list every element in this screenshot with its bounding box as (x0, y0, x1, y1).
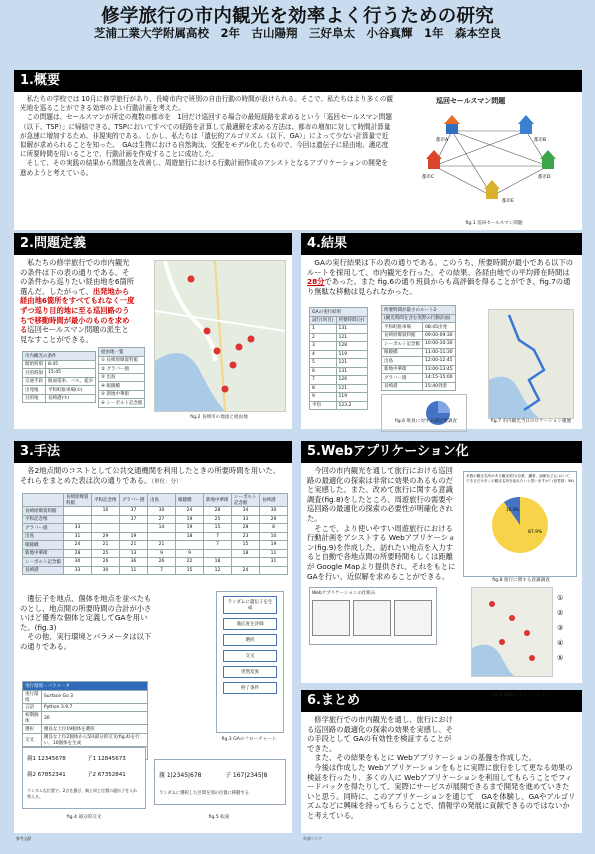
route-cell: 09:00-09:30 (423, 331, 456, 340)
route-cell: シーボルト記念館 (382, 340, 423, 349)
cost-cell: 26 (92, 558, 120, 567)
route-table (381, 305, 456, 391)
overview-heading: 1.概要 (14, 70, 582, 92)
flow-step: 選択 (223, 634, 277, 646)
flow-step: ランダムに遺伝子を生成 (223, 596, 277, 614)
cost-cell: 9 (176, 549, 204, 558)
cost-cell: 24 (176, 507, 204, 516)
flow-step: 交叉 (223, 650, 277, 662)
cost-col-header: 平和記念像 (92, 494, 120, 507)
fig8-caption: fig.8 旅行に関する意識調査 (492, 578, 550, 583)
flow-step: 突然変異 (223, 666, 277, 678)
summary-panel (301, 690, 582, 833)
env-value: 30 (41, 712, 147, 725)
ga-cell: 5 (310, 359, 337, 368)
ga-cell: 123.2 (336, 401, 367, 410)
city-label: 都市A (436, 138, 449, 143)
pie-label: 87.9% (528, 530, 543, 536)
cost-cell: 29 (92, 532, 120, 541)
cost-cell: 29 (260, 515, 288, 524)
cost-row-header: 出島 (23, 532, 64, 541)
survey-question: 多数の観光名所がある観光旅行(京都、鎌倉、函館など)において、できるだけ多くの観光名所を訪れたいと思いますか？(回答数：58) (466, 474, 575, 483)
references-right-title: 外部リンク (303, 836, 322, 841)
app-block (312, 600, 350, 636)
map-graphic (155, 261, 285, 411)
webapp-paragraph-1: 今回の市内観光を通して旅行における巡回路の最適化の探索は非常に効果のあるものだと実感した。また、改めて旅行に関する意識調査(fig.8)をしたところ、周遊旅行の需要や巡回路の最適化の探索の必要性が明確化された。 (307, 466, 453, 523)
cost-row (23, 541, 288, 550)
cost-cell: 28 (64, 549, 92, 558)
cost-row (23, 515, 288, 524)
cost-cell: 23 (232, 532, 260, 541)
method-heading: 3.手法 (14, 441, 292, 463)
cost-row-header: 平和記念像 (23, 515, 64, 524)
cost-cell (260, 566, 288, 575)
vias-table (98, 347, 145, 408)
nagasaki-map (154, 260, 286, 412)
cost-col-header: 新地中華街 (204, 494, 232, 507)
via-item: ③ 出島 (99, 373, 145, 382)
route-cell: 新地中華街 (382, 365, 423, 374)
city-c-house (426, 150, 442, 169)
overview-paragraph-3: そして、その実践の結果から問題点を改善し、周遊旅行における行動計画作成のアシストとなるアプリケーションの開発を進めようと考えている。 (20, 159, 388, 177)
cost-cell: 10 (260, 532, 288, 541)
webapp-pin (524, 630, 530, 636)
cross-note: ランダムな位置で、2点を選び、親と同じ位置の遺伝子を入れ替える。 (27, 788, 138, 799)
trans-child: 子 167|2345|8 (225, 772, 268, 779)
ga-results-title: GAの実行結果 (310, 308, 368, 317)
cost-col-header: 長崎原爆資料館 (64, 494, 92, 507)
webapp-pin (489, 601, 495, 607)
cost-cell: 19 (120, 532, 148, 541)
ga-cell: 131 (336, 325, 367, 334)
cost-cell: 13 (120, 549, 148, 558)
webapp-markers (557, 591, 563, 666)
city-label: 都市D (538, 175, 551, 180)
cost-cell: 36 (120, 558, 148, 567)
webapp-map-graphic (472, 588, 552, 676)
city-label: 都市E (502, 199, 514, 204)
webapp-paragraph-2: そこで、より使いやすい周遊旅行における行動計画をアシストする Webアプリケーション(fig.9)を作成した。訪れたい地点を入力すると自動で各地点間の所要時間もしくは距離が Google Mapより提供され、それをもとに GAを行い、近似解を求めることができる。 (307, 523, 456, 581)
ga-cell: 4 (310, 350, 337, 359)
webapp-heading: 5.Webアプリケーション化 (301, 441, 582, 463)
cost-cell: 28 (204, 507, 232, 516)
webapp-panel (301, 441, 582, 683)
map-pin (222, 386, 229, 393)
cost-row-header: グラバー園 (23, 524, 64, 533)
results-heading: 4.結果 (301, 233, 582, 255)
ga-cell: 121 (336, 359, 367, 368)
cost-table-wrap (22, 493, 288, 575)
env-key: 初期個体 (23, 712, 42, 725)
cross-child-2: 子2 67352841 (87, 772, 126, 778)
cost-cell: 37 (120, 515, 148, 524)
tsp-diagram (416, 96, 572, 214)
crossover-figure (22, 747, 146, 809)
cond-key: 目的地 (23, 394, 46, 403)
cost-cell: 30 (92, 566, 120, 575)
cost-row-header: 眼鏡橋 (23, 541, 64, 550)
route-cell: 15:40到着 (423, 382, 456, 391)
city-label: 都市B (534, 138, 547, 143)
ga-cell: 6 (310, 367, 337, 376)
satisfaction-chart (381, 394, 467, 432)
cost-cell: 31 (260, 558, 288, 567)
route-cell: 出島 (382, 357, 423, 366)
ga-text-2: その他、実行環境とパラメータは以下の通りである。 (20, 632, 152, 651)
fig5-caption: fig.5 転座 (208, 815, 230, 820)
cond-key: 交通手段 (23, 377, 46, 386)
ga-cell: 119 (336, 350, 367, 359)
cost-cell (148, 532, 176, 541)
city-label: 都市C (422, 175, 435, 180)
problem-heading: 2.問題定義 (14, 233, 292, 255)
poster-authors: 芝浦工業大学附属高校 2年 古山陽翔 三好阜太 小谷真輝 1年 森本空良 (94, 26, 501, 40)
cross-child-1: 子1 12845673 (87, 756, 126, 762)
tsp-graph (416, 106, 572, 216)
via-item: ④ 眼鏡橋 (99, 382, 145, 391)
cost-cell: 21 (92, 541, 120, 550)
marker-label: ③ (557, 624, 564, 632)
via-item: ① 長崎原爆資料館 (99, 356, 145, 365)
cost-cell: 21 (148, 541, 176, 550)
route-cell: 長崎原爆資料館 (382, 331, 423, 340)
cost-row-header: 長崎原爆資料館 (23, 507, 64, 516)
cost-cell: 18 (176, 532, 204, 541)
route-title: 所要時間が最小のルート2 (382, 306, 456, 315)
trans-note: ランダムに選択した区間を別の位置に移動する (159, 791, 250, 796)
env-value: 優良な上位2個体から5回部分的交叉(fig.4)を行い、10個体を生成 (41, 733, 147, 746)
cost-cell (64, 507, 92, 516)
fig2-caption: fig.2 長崎市の地図と経由地 (190, 415, 248, 420)
ga-cell: 128 (336, 342, 367, 351)
cost-col-header: 出島 (148, 494, 176, 507)
fig1-caption: fig.1 巡回セールスマン問題 (465, 221, 523, 226)
env-value: 優良な上位19個体を選択 (41, 725, 147, 734)
cost-row-header: シーボルト記念館 (23, 558, 64, 567)
cost-cell: 31 (64, 532, 92, 541)
cond-value: 平和町駐車場(①) (46, 386, 96, 395)
webapp-map (471, 587, 553, 677)
ga-cell: 131 (336, 367, 367, 376)
cost-cell: 19 (176, 524, 204, 533)
ga-col: 所要時間(分) (336, 316, 367, 325)
flowchart (216, 591, 284, 733)
route-subtitle: (観光時間を含む実際の行動計画) (382, 314, 456, 323)
cost-cell: 28 (232, 524, 260, 533)
ga-results-table (309, 307, 368, 410)
overview-paragraph-2: この問題は、セールスマンが所定の複数の都市を 1回だけ巡回する場合の最短経路を求めるという「巡回セールスマン問題（以下、TSP）」に帰結できる。TSPにおいてすべての経路を計算して最適解を求める方法は、都市の増加に対して時間計算量が急速に増加するため、非現実的である。しかし、私たちは「遺伝的アルゴリズム（以下、GA）」によって少ない計算量で近似解が求められることを知った。 GAは生物における自然淘汰、交配をモデル化したもので、今回は遺伝子に経由地、適応度に所要時間を用いることで、行動計画を作成することに成功した。 (20, 113, 392, 159)
map-pin (204, 328, 211, 335)
location-history-map (488, 309, 574, 419)
ga-cell: 7 (310, 376, 337, 385)
route-cell: 11:00-11:30 (423, 348, 456, 357)
cost-cell: 7 (204, 532, 232, 541)
results-text-emphasis: 28分 (307, 277, 325, 287)
ga-cell: 9 (310, 393, 337, 402)
cost-cell: 9 (148, 549, 176, 558)
references-left-title: 参考文献 (16, 836, 32, 841)
cost-table (22, 493, 288, 575)
problem-text-post: 巡回セールスマン問題の派生と見なすことができる。 (20, 325, 129, 344)
cost-cell: 7 (204, 541, 232, 550)
cost-col-header: シーボルト記念館 (232, 494, 260, 507)
ga-cell: 2 (310, 333, 337, 342)
cost-cell: 15 (204, 524, 232, 533)
cost-cell: 24 (232, 566, 260, 575)
ga-text-1: 遺伝子を地点、個体を地点を並べたものとし、地点間の所要時間の合計が小さいほど優秀な個体と定義してGAを用いた。(fig.3) (20, 594, 152, 632)
cost-cell: 18 (204, 558, 232, 567)
cost-cell (64, 515, 92, 524)
route-cell: 12:00-12:45 (423, 357, 456, 366)
poster-title: 修学旅行の市内観光を効率よく行うための研究 (101, 6, 494, 27)
cond-key: 目的時刻 (23, 369, 46, 378)
cost-row (23, 558, 288, 567)
fig3-caption: fig.3 GAのフローチャート (221, 737, 277, 742)
results-text-pre: GAの実行結果は下の表の通りである。このうち、所要時間が最小である以下のルートを採用して、市内観光を行った。その結果、各経由地での平均滞在時間は (307, 258, 574, 277)
vias-table-wrap (98, 347, 145, 408)
flow-step: 適応度を評価 (223, 618, 277, 630)
route-cell: 10:00-10:30 (423, 340, 456, 349)
fig4-caption: fig.4 部分的交叉 (66, 815, 102, 820)
method-unit: （単位：分） (151, 478, 182, 485)
summary-paragraph-2: また、その結果をもとに Webアプリケーションの基盤を作成した。 (307, 753, 537, 763)
cost-cell: 19 (260, 541, 288, 550)
marker-label: ④ (557, 639, 564, 647)
cost-cell (176, 541, 204, 550)
cost-cell: 37 (120, 507, 148, 516)
cost-cell: 19 (176, 515, 204, 524)
references-right (303, 836, 573, 841)
satisfaction-pie (382, 395, 466, 431)
ga-cell: 121 (336, 384, 367, 393)
via-item: ⑤ 新地中華街 (99, 390, 145, 399)
cost-corner (23, 494, 64, 507)
app-block (394, 600, 432, 636)
method-panel (14, 441, 292, 833)
fig7-caption: fig.7 市内観光当日のロケーション履歴 (490, 419, 572, 424)
ga-results-wrap (309, 307, 368, 410)
cost-cell: 8 (260, 524, 288, 533)
problem-text-pre: 私たちの修学旅行での市内観光の条件は下の表の通りである。その条件から巡りたい経由地を6箇所選んだ。したがって、 (20, 258, 135, 296)
ga-cell: 3 (310, 342, 337, 351)
cost-cell: 27 (148, 515, 176, 524)
cost-cell: 30 (260, 507, 288, 516)
cost-cell: 18 (232, 549, 260, 558)
cost-row (23, 507, 288, 516)
ga-cell: 1 (310, 325, 337, 334)
cost-cell: 33 (64, 566, 92, 575)
map-pin (236, 344, 243, 351)
tsp-diagram-title: 巡回セールスマン問題 (436, 97, 506, 105)
ga-cell: 121 (336, 333, 367, 342)
cost-cell (204, 549, 232, 558)
city-b-house (518, 115, 534, 134)
summary-paragraph-1: 修学旅行での市内観光を通し、旅行における巡回路の最適化の探索の効果を実感し、その手段として GAの有効性を検証することができた。 (307, 715, 453, 753)
cond-value: 8:45 (46, 360, 96, 369)
conditions-title: 市内観光の条件 (23, 352, 96, 361)
conditions-table (22, 351, 96, 403)
cost-row-header: 新地中華街 (23, 549, 64, 558)
cost-cell: 30 (64, 558, 92, 567)
problem-panel (14, 233, 292, 429)
app-block (353, 600, 391, 636)
cost-cell: 11 (120, 566, 148, 575)
env-key: 交叉 (23, 733, 42, 746)
cost-cell: 15 (232, 541, 260, 550)
cost-cell: 21 (120, 541, 148, 550)
cost-cell: 25 (204, 515, 232, 524)
city-d-house (540, 150, 556, 169)
summary-paragraph-3: 今後は作成した Webアプリケーションをもとに実際に旅行をして更なる効果の検証を行ったり、多くの人に Webアプリケーションを利用してもらうことでフィードバックを得たりして、実際にサービスが展開できるまで開発を進めていきたいと思う。同時に、このアプリケーションを通じて GAを体験し、GAやアルゴリズムなどに興味を持ってもらうことで、情報学の発展に貢献できるのではないかと考えている。 (307, 762, 576, 820)
cost-row (23, 549, 288, 558)
problem-text-emphasis: 出発地から経由地6箇所をすべてもれなく一度ずつ巡り目的地に至る巡回路のうちで移動時間が最小のものを求める (20, 286, 135, 335)
survey-figure (463, 471, 577, 577)
fig6-caption: fig.6 班員に対する満足度調査 (394, 419, 458, 424)
route-cell: グラバー園 (382, 374, 423, 383)
cost-col-header: 長崎港 (260, 494, 288, 507)
ga-col: 試行(回目) (310, 316, 337, 325)
env-key: 選択 (23, 725, 42, 734)
cost-col-header: 眼鏡橋 (176, 494, 204, 507)
marker-label: ⑤ (557, 654, 564, 662)
map-pin (188, 276, 195, 283)
marker-label: ① (557, 594, 564, 602)
results-panel (301, 233, 582, 429)
cost-cell: 15 (176, 566, 204, 575)
pie-label: 10.3% (506, 507, 519, 513)
cost-cell (232, 558, 260, 567)
cross-parent-2: 親2 67852341 (27, 772, 66, 778)
cost-row (23, 524, 288, 533)
fig9-caption: fig.9 Webアプリケーション (492, 693, 550, 698)
cost-row (23, 566, 288, 575)
location-map-graphic (489, 310, 573, 418)
cost-cell: 34 (232, 507, 260, 516)
ga-cell: 8 (310, 384, 337, 393)
cond-value: 路面電車、バス、徒歩 (46, 377, 96, 386)
ga-cell: 平均 (310, 401, 337, 410)
cost-cell: 22 (176, 558, 204, 567)
webapp-pin (509, 615, 515, 621)
webapp-pin (499, 639, 505, 645)
conditions-table-wrap (22, 351, 96, 403)
ga-cell: 119 (336, 393, 367, 402)
cost-cell (120, 524, 148, 533)
route-cell: 長崎港 (382, 382, 423, 391)
route-cell: 平和町駐車場 (382, 323, 423, 332)
cond-key: 出発地 (23, 386, 46, 395)
cost-cell: 25 (92, 549, 120, 558)
map-pin (248, 336, 255, 343)
cost-row (23, 532, 288, 541)
cost-cell (92, 515, 120, 524)
city-e-house (484, 180, 500, 199)
cost-cell: 33 (232, 515, 260, 524)
summary-heading: 6.まとめ (301, 690, 582, 712)
via-item: ② グラバー園 (99, 365, 145, 374)
flow-step: 終了条件 (223, 682, 277, 694)
cost-cell: 14 (148, 524, 176, 533)
cost-col-header: グラバー園 (120, 494, 148, 507)
route-cell: 14:15-15:00 (423, 374, 456, 383)
cost-row-header: 長崎港 (23, 566, 64, 575)
app-mechanism-title: Webアプリケーションの仕組み (312, 591, 376, 596)
webapp-pin (529, 655, 535, 661)
trans-parent: 親 1|2345|678 (159, 772, 202, 779)
cost-cell: 30 (148, 507, 176, 516)
route-cell: 眼鏡橋 (382, 348, 423, 357)
env-key: 言語 (23, 703, 42, 712)
env-key: 実行環境 (23, 690, 42, 703)
env-value: Python 3.9.7 (41, 703, 147, 712)
app-mechanism (309, 587, 437, 645)
route-cell: 13:00-13:45 (423, 365, 456, 374)
survey-pie (464, 485, 576, 563)
cost-cell: 11 (260, 549, 288, 558)
route-cell: 08:45出発 (423, 323, 456, 332)
cost-cell: 24 (64, 541, 92, 550)
marker-label: ② (557, 609, 564, 617)
cost-cell (92, 524, 120, 533)
overview-panel (14, 70, 582, 230)
cross-parent-1: 親1 12345678 (27, 756, 66, 762)
route-wrap (381, 305, 467, 432)
cost-cell: 10 (92, 507, 120, 516)
method-intro: 各2地点間のコストとして公共交通機関を利用したときの所要時間を用いた。それらをまとめた表は次の通りである。 (20, 466, 281, 485)
city-a-house (444, 115, 460, 134)
overview-paragraph-1: 私たちの学校では 10月に修学旅行があり、長崎市内で班別の自由行動の時間が設けられる。そこで、私たちはより多くの観光地を巡ることができる効率のよい行動計画を考えた。 (20, 95, 394, 113)
cost-cell: 12 (204, 566, 232, 575)
env-value: Surface Go 3 (41, 690, 147, 703)
cond-value: 長崎港(⑦) (46, 394, 96, 403)
transposition-figure (154, 759, 286, 805)
references-left (16, 836, 286, 841)
cond-key: 開始時刻 (23, 360, 46, 369)
cost-cell: 26 (148, 558, 176, 567)
vias-title: 経由地一覧 (99, 348, 145, 357)
cost-cell: 7 (148, 566, 176, 575)
ga-cell: 126 (336, 376, 367, 385)
map-pin (214, 348, 221, 355)
cost-cell: 33 (64, 524, 92, 533)
map-pin (230, 362, 237, 369)
cond-value: 15:45 (46, 369, 96, 378)
results-text-post: であった。また fig.6の通り班員からも高評価を得ることができ、fig.7の通り無駄な移動は見られなかった。 (307, 277, 571, 296)
env-title: 実行環境・パラメータ (23, 682, 148, 691)
via-item: ⑥ シーボルト記念館 (99, 399, 145, 408)
